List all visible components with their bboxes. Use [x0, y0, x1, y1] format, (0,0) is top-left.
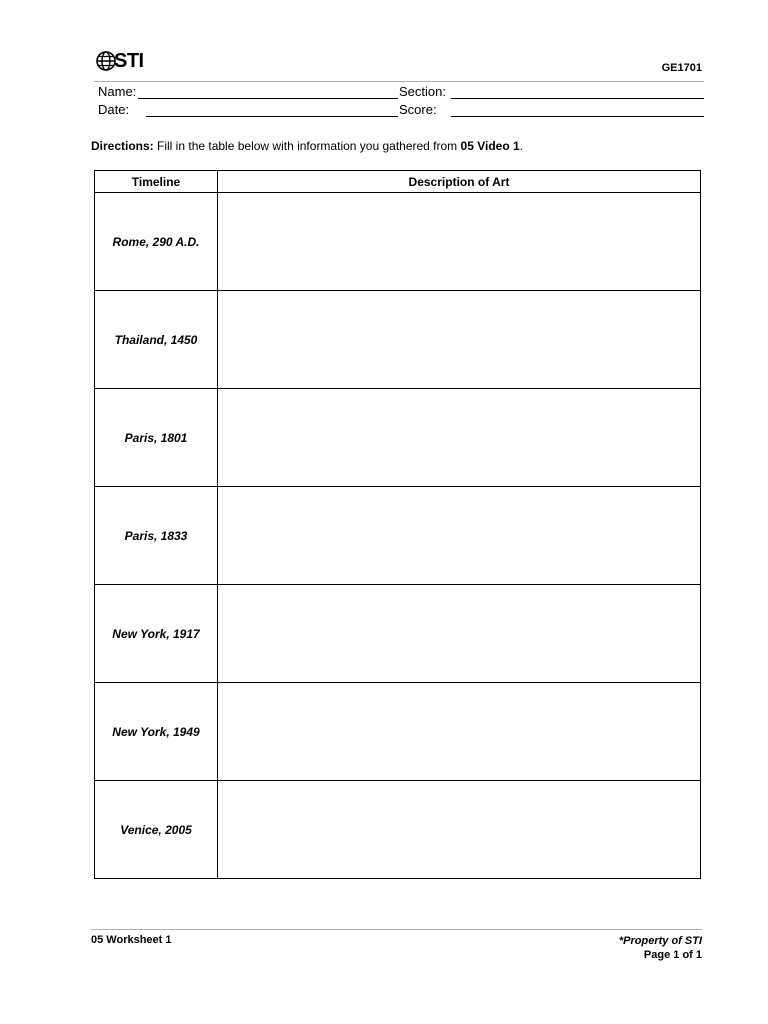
- date-label: Date:: [98, 102, 130, 117]
- timeline-cell: Rome, 290 A.D.: [95, 193, 218, 291]
- description-cell[interactable]: [218, 291, 701, 389]
- header-divider: [94, 81, 704, 82]
- table-row: [95, 781, 701, 879]
- description-cell[interactable]: [218, 585, 701, 683]
- timeline-cell: Venice, 2005: [95, 781, 218, 879]
- score-label: Score:: [399, 102, 437, 117]
- description-cell[interactable]: [218, 683, 701, 781]
- table-row: [95, 193, 701, 291]
- table-row: [95, 487, 701, 585]
- table-row: [95, 389, 701, 487]
- directions-end: .: [519, 139, 524, 153]
- directions-label: Directions:: [91, 139, 154, 153]
- name-label: Name:: [98, 84, 137, 99]
- section-field[interactable]: [451, 98, 704, 99]
- date-field[interactable]: [146, 116, 398, 117]
- name-field[interactable]: [138, 98, 398, 99]
- logo-text: STI: [114, 50, 144, 72]
- directions: [91, 139, 523, 153]
- footer-right: [619, 934, 702, 962]
- timeline-cell: Thailand, 1450: [95, 291, 218, 389]
- globe-icon: [96, 50, 116, 72]
- art-timeline-table: [94, 170, 701, 879]
- header-timeline: Timeline: [95, 171, 218, 193]
- timeline-cell: Paris, 1833: [95, 487, 218, 585]
- table-row: [95, 585, 701, 683]
- footer-page-number: Page 1 of 1: [643, 949, 702, 961]
- table-header-row: [95, 171, 701, 193]
- table-row: [95, 291, 701, 389]
- footer-worksheet: 05 Worksheet 1: [91, 934, 172, 946]
- table-row: [95, 683, 701, 781]
- course-code: GE1701: [661, 62, 702, 74]
- description-cell[interactable]: [218, 487, 701, 585]
- section-label: Section:: [399, 84, 446, 99]
- sti-logo: [96, 48, 144, 74]
- description-cell[interactable]: [218, 389, 701, 487]
- timeline-cell: Paris, 1801: [95, 389, 218, 487]
- description-cell[interactable]: [218, 193, 701, 291]
- score-field[interactable]: [451, 116, 704, 117]
- description-cell[interactable]: [218, 781, 701, 879]
- footer-divider: [91, 929, 702, 930]
- footer-property: *Property of STI: [618, 935, 702, 947]
- directions-source: 05 Video 1: [460, 139, 520, 153]
- header-description: Description of Art: [218, 171, 701, 193]
- directions-text: Fill in the table below with information you gathered from: [153, 139, 461, 153]
- timeline-cell: New York, 1917: [95, 585, 218, 683]
- timeline-cell: New York, 1949: [95, 683, 218, 781]
